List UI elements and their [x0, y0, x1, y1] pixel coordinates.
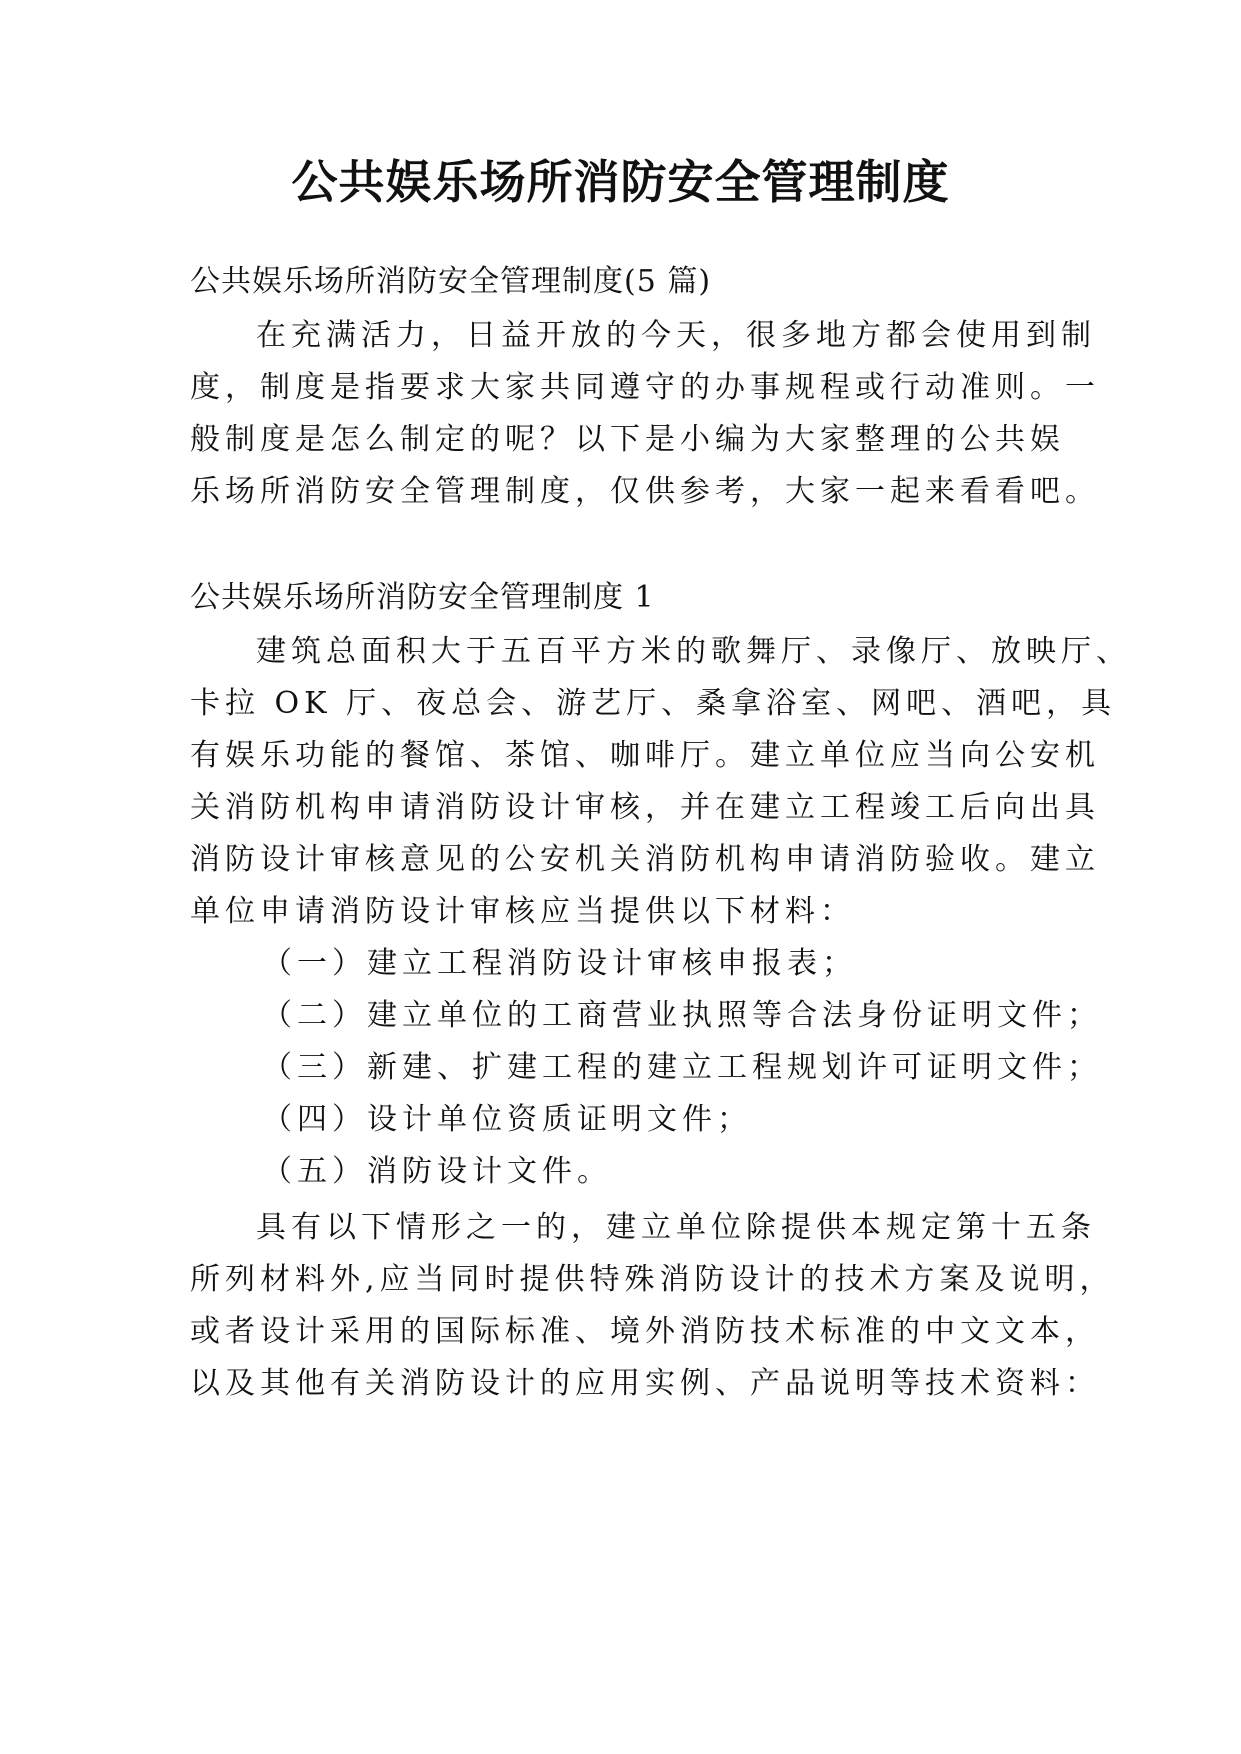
list-item: （四）设计单位资质证明文件； [262, 1102, 752, 1137]
document-title: 公共娱乐场所消防安全管理制度 [291, 155, 950, 209]
list-item: （一）建立工程消防设计审核申报表； [262, 946, 857, 981]
document-subtitle: 公共娱乐场所消防安全管理制度(5 篇) [190, 264, 712, 299]
section-line: 单位申请消防设计审核应当提供以下材料： [190, 894, 855, 929]
intro-line: 在充满活力，日益开放的今天，很多地方都会使用到制 [256, 318, 1096, 353]
paragraph-line: 所列材料外,应当同时提供特殊消防设计的技术方案及说明， [190, 1262, 1115, 1297]
list-item: （二）建立单位的工商营业执照等合法身份证明文件； [262, 998, 1102, 1033]
intro-line: 乐场所消防安全管理制度，仅供参考，大家一起来看看吧。 [190, 474, 1100, 509]
section-line: 卡拉 OK 厅、夜总会、游艺厅、桑拿浴室、网吧、酒吧，具 [190, 686, 1117, 721]
intro-line: 度，制度是指要求大家共同遵守的办事规程或行动准则。一 [190, 370, 1100, 405]
paragraph-line: 具有以下情形之一的，建立单位除提供本规定第十五条 [256, 1210, 1096, 1245]
list-item: （五）消防设计文件。 [262, 1154, 612, 1189]
list-item: （三）新建、扩建工程的建立工程规划许可证明文件； [262, 1050, 1102, 1085]
section-line: 有娱乐功能的餐馆、茶馆、咖啡厅。建立单位应当向公安机 [190, 738, 1100, 773]
intro-line: 般制度是怎么制定的呢？以下是小编为大家整理的公共娱 [190, 422, 1065, 457]
section-line: 建筑总面积大于五百平方米的歌舞厅、录像厅、放映厅、 [256, 634, 1131, 669]
section-heading: 公共娱乐场所消防安全管理制度 1 [190, 580, 655, 615]
section-line: 消防设计审核意见的公安机关消防机构申请消防验收。建立 [190, 842, 1100, 877]
paragraph-line: 以及其他有关消防设计的应用实例、产品说明等技术资料： [190, 1366, 1100, 1401]
section-line: 关消防机构申请消防设计审核，并在建立工程竣工后向出具 [190, 790, 1100, 825]
paragraph-line: 或者设计采用的国际标准、境外消防技术标准的中文文本， [190, 1314, 1100, 1349]
